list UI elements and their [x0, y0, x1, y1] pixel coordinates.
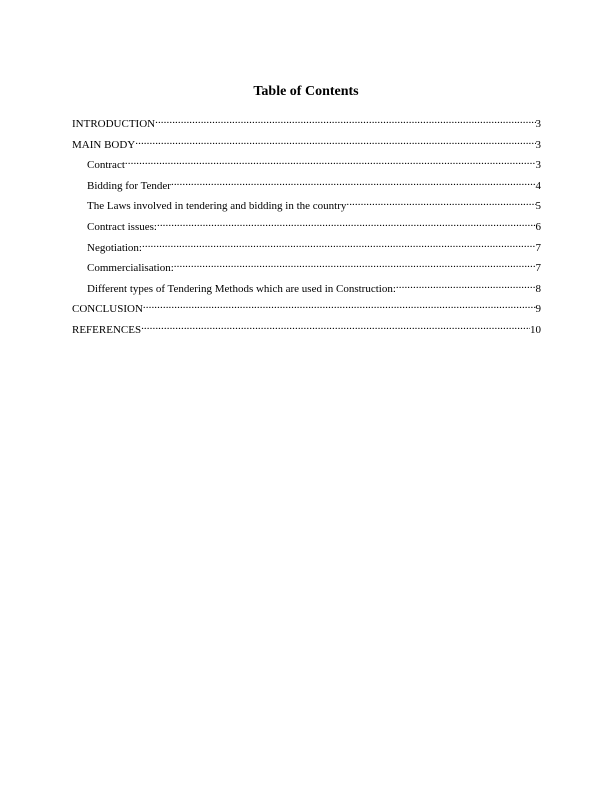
toc-entry-page: 10 — [530, 323, 541, 336]
toc-entry-label: CONCLUSION — [72, 303, 143, 316]
toc-entry-conclusion[interactable] — [72, 298, 541, 319]
toc-entry-page: 7 — [535, 241, 541, 254]
toc-entry-commercialisation[interactable] — [72, 257, 541, 278]
dot-leader — [174, 257, 536, 271]
toc-entry-label: Different types of Tendering Methods which are used in Construction: — [87, 282, 396, 295]
toc-entry-label: Commercialisation: — [87, 262, 174, 275]
dot-leader — [141, 319, 530, 333]
dot-leader — [155, 113, 535, 127]
toc-entry-bidding-for-tender[interactable] — [72, 175, 541, 196]
toc-entry-label: Contract issues: — [87, 220, 157, 233]
toc-entry-label: Bidding for Tender — [87, 179, 171, 192]
toc-entry-contract-issues[interactable] — [72, 216, 541, 237]
dot-leader — [135, 134, 535, 148]
toc-entry-label: Negotiation: — [87, 241, 142, 254]
dot-leader — [142, 237, 536, 251]
toc-entry-page: 6 — [535, 220, 541, 233]
dot-leader — [157, 216, 536, 230]
toc-entry-introduction[interactable] — [72, 113, 541, 134]
toc-entry-page: 3 — [535, 118, 541, 130]
toc-entry-label: MAIN BODY — [72, 138, 136, 151]
toc-entry-page: 7 — [535, 262, 541, 275]
toc-entry-label: REFERENCES — [72, 323, 142, 336]
toc-entry-laws[interactable] — [72, 195, 541, 216]
dot-leader — [171, 175, 536, 189]
toc-entry-main-body[interactable] — [72, 134, 541, 155]
dot-leader — [125, 154, 536, 168]
toc-entry-page: 4 — [535, 179, 541, 192]
toc-entry-page: 5 — [535, 200, 541, 213]
toc-list — [72, 113, 541, 340]
toc-entry-page: 3 — [535, 159, 541, 172]
toc-entry-contract[interactable] — [72, 154, 541, 175]
toc-entry-page: 8 — [535, 282, 541, 295]
toc-title: Table of Contents — [253, 84, 359, 99]
toc-entry-label: Contract — [87, 159, 125, 172]
toc-entry-references[interactable] — [72, 319, 541, 340]
dot-leader — [346, 195, 535, 209]
toc-entry-label: INTRODUCTION — [72, 118, 156, 130]
toc-entry-tendering-methods[interactable] — [72, 278, 541, 299]
toc-entry-label: The Laws involved in tendering and bidding in the country — [87, 200, 347, 213]
toc-entry-negotiation[interactable] — [72, 237, 541, 258]
toc-entry-page: 9 — [535, 303, 541, 316]
dot-leader — [396, 278, 536, 292]
toc-entry-page: 3 — [535, 138, 541, 151]
dot-leader — [143, 298, 536, 312]
